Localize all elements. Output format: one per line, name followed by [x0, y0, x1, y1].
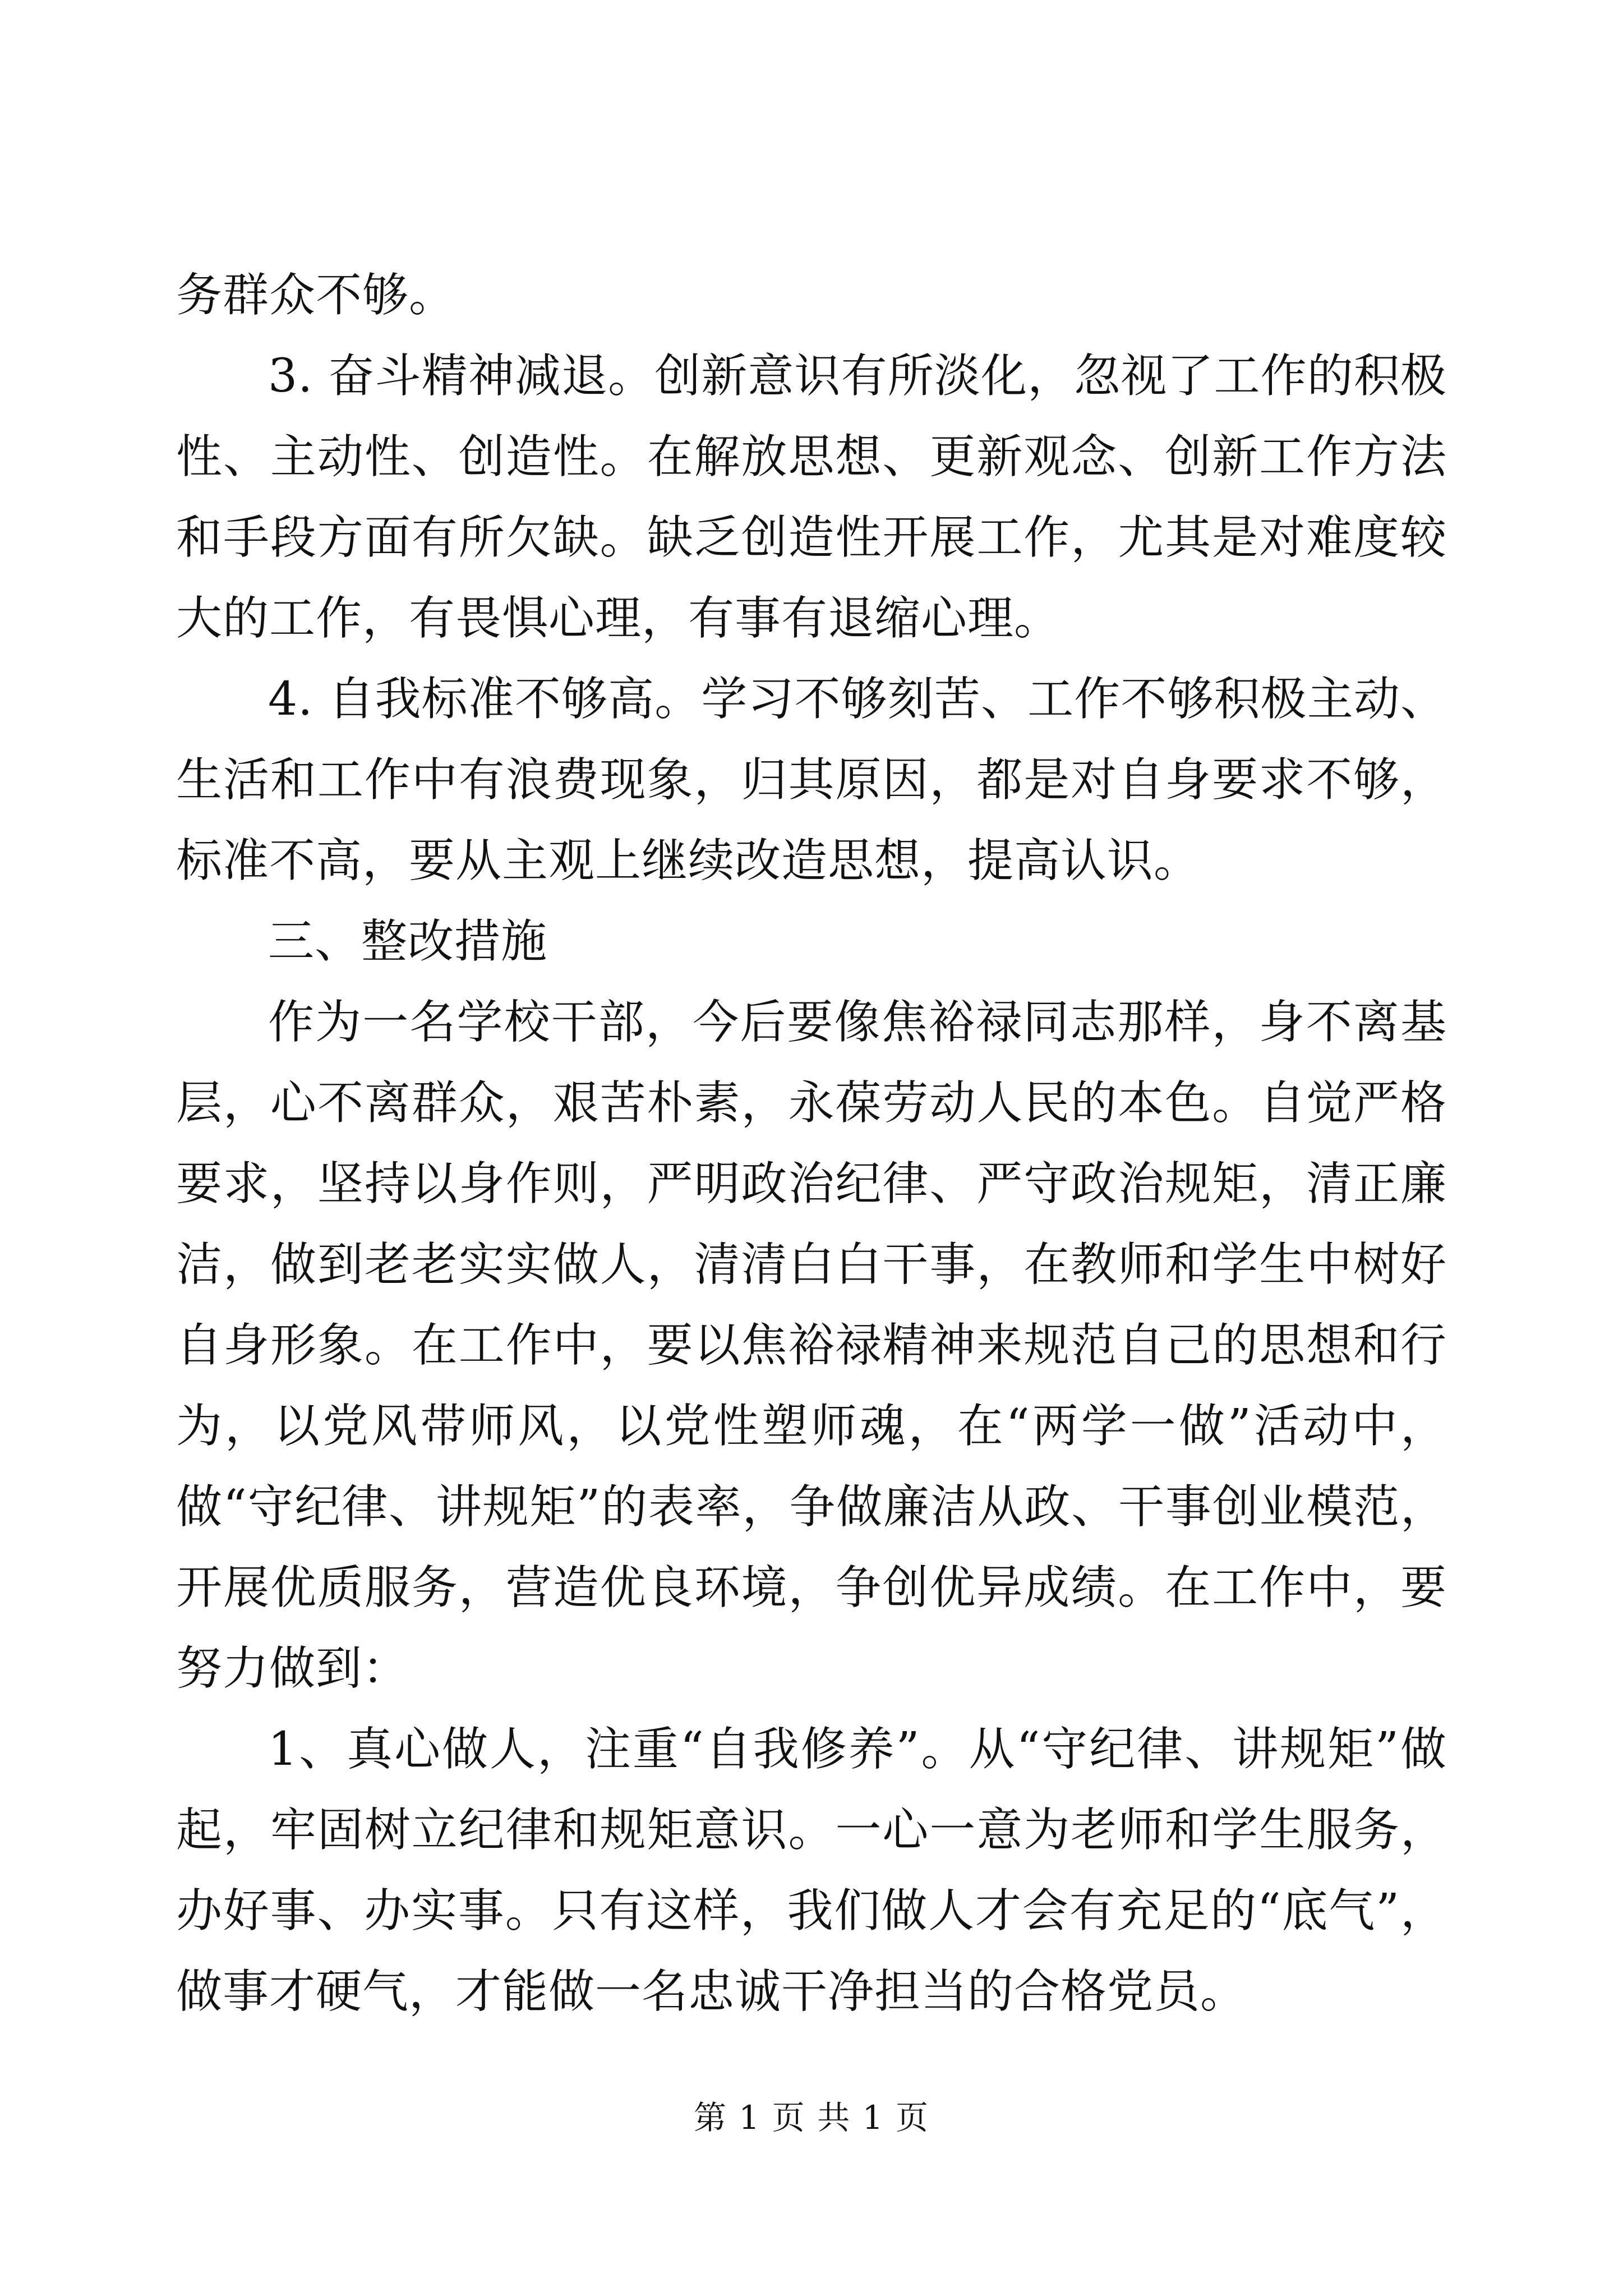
paragraph-rectification: 作为一名学校干部，今后要像焦裕禄同志那样，身不离基层，心不离群众，艰苦朴素，永葆劳动人民的本色。自觉严格要求，坚持以身作则，严明政治纪律、严守政治规矩，清正廉洁，做到老老实实做人，清清白白干事，在教师和学生中树好自身形象。在工作中，要以焦裕禄精神来规范自己的思想和行为，以党风带师风，以党性塑师魂，在“两学一做”活动中，做“守纪律、讲规矩”的表率，争做廉洁从政、干事创业模范，开展优质服务，营造优良环境，争创优异成绩。在工作中，要努力做到： [176, 996, 1447, 1695]
paragraph-measure-1: 1、真心做人，注重“自我修养”。从“守纪律、讲规矩”做起，牢固树立纪律和规矩意识。一心一意为老师和学生服务，办好事、办实事。只有这样，我们做人才会有充足的“底气”，做事才硬气，才能做一名忠诚干净担当的合格党员。 [176, 1723, 1447, 2018]
document-body [176, 255, 1447, 2032]
section-heading: 三、整改措施 [268, 915, 548, 968]
paragraph-item-4: 4. 自我标准不够高。学习不够刻苦、工作不够积极主动、生活和工作中有浪费现象，归其原因，都是对自身要求不够，标准不高，要从主观上继续改造思想，提高认识。 [176, 673, 1447, 887]
page-footer: 第 1 页 共 1 页 [694, 2099, 929, 2137]
paragraph-continuation: 务群众不够。 [176, 269, 456, 322]
paragraph-item-3: 3. 奋斗精神减退。创新意识有所淡化，忽视了工作的积极性、主动性、创造性。在解放思想、更新观念、创新工作方法和手段方面有所欠缺。缺乏创造性开展工作，尤其是对难度较大的工作，有畏惧心理，有事有退缩心理。 [176, 349, 1447, 645]
